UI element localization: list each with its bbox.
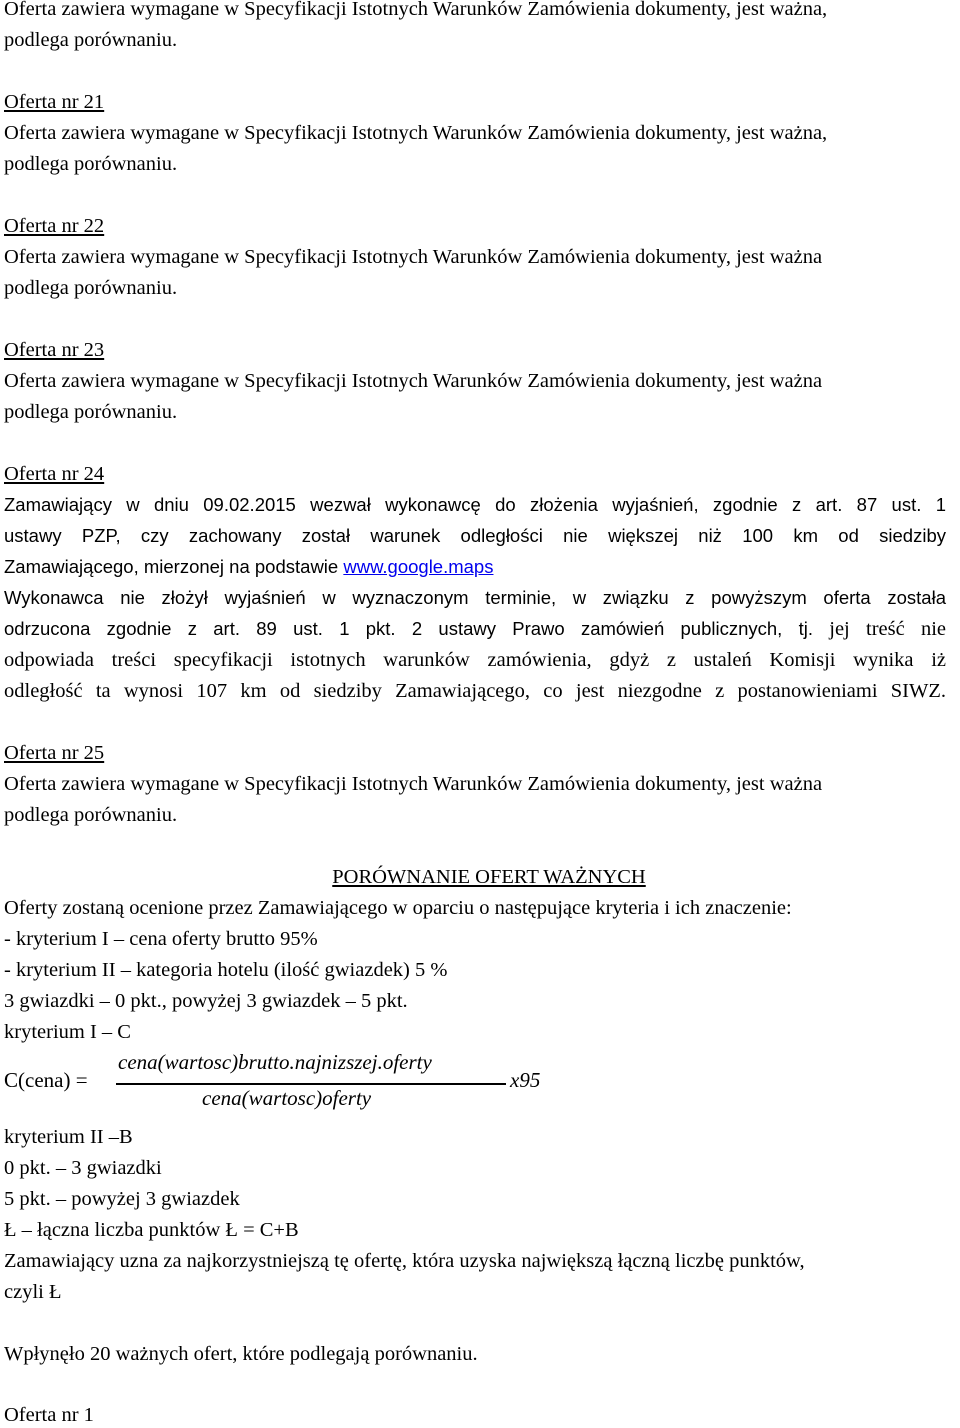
offer-heading: Oferta nr 1: [4, 1404, 94, 1426]
paragraph-line: Oferty zostaną ocenione przez Zamawiającego w oparciu o następujące kryteria i ich znaczenie:: [4, 897, 792, 919]
criteria-line: 5 pkt. – powyżej 3 gwiazdek: [4, 1188, 240, 1210]
paragraph-line: Zamawiający uzna za najkorzystniejszą tę ofertę, która uzyska największą łączną liczbę punktów,: [4, 1250, 805, 1272]
criteria-line: kryterium II –B: [4, 1126, 133, 1148]
criteria-line: Ł – łączna liczba punktów Ł = C+B: [4, 1219, 299, 1241]
google-maps-link[interactable]: www.google.maps: [343, 556, 494, 577]
paragraph-line: [4, 554, 493, 580]
formula-lhs: C(cena) =: [4, 1068, 88, 1092]
formula-multiplier: x95: [510, 1068, 541, 1092]
paragraph-line: Oferta zawiera wymagane w Specyfikacji Istotnych Warunków Zamówienia dokumenty, jest ważna: [4, 370, 823, 392]
criteria-line: - kryterium II – kategoria hotelu (ilość gwiazdek) 5 %: [4, 959, 448, 981]
criteria-line: kryterium I – C: [4, 1021, 131, 1043]
formula-denominator: cena(wartosc)oferty: [202, 1086, 372, 1110]
formula-numerator: cena(wartosc)brutto.najnizszej.oferty: [118, 1050, 432, 1074]
criteria-line: 0 pkt. – 3 gwiazdki: [4, 1157, 162, 1179]
paragraph-line: podlega porównaniu.: [4, 153, 178, 175]
paragraph-text: Zamawiającego, mierzonej na podstawie: [4, 556, 344, 577]
paragraph-line: podlega porównaniu.: [4, 29, 178, 51]
paragraph-line: Oferta zawiera wymagane w Specyfikacji Istotnych Warunków Zamówienia dokumenty, jest ważna,: [4, 122, 828, 144]
fraction-bar: [116, 1083, 506, 1085]
paragraph-line: podlega porównaniu.: [4, 401, 178, 423]
criteria-line: - kryterium I – cena oferty brutto 95%: [4, 928, 318, 950]
paragraph-line: odległość ta wynosi 107 km od siedziby Zamawiającego, co jest niezgodne z postanowieniami SIWZ.: [4, 680, 946, 702]
price-formula: [4, 1048, 604, 1118]
paragraph-line: podlega porównaniu.: [4, 804, 178, 826]
offer-heading: Oferta nr 25: [4, 742, 105, 764]
paragraph-line: odpowiada treści specyfikacji istotnych warunków zamówienia, gdyż z ustaleń Komisji wynika iż: [4, 649, 946, 671]
paragraph-line: [4, 616, 946, 642]
paragraph-line: Wpłynęło 20 ważnych ofert, które podlegają porównaniu.: [4, 1343, 478, 1365]
criteria-line: 3 gwiazdki – 0 pkt., powyżej 3 gwiazdek – 5 pkt.: [4, 990, 408, 1012]
paragraph-line: Oferta zawiera wymagane w Specyfikacji Istotnych Warunków Zamówienia dokumenty, jest ważna,: [4, 0, 828, 20]
paragraph-line: Wykonawca nie złożył wyjaśnień w wyznaczonym terminie, w związku z powyższym oferta została: [4, 587, 946, 608]
offer-heading: Oferta nr 21: [4, 91, 105, 113]
paragraph-text: odrzucona zgodnie z art. 89 ust. 1 pkt. 2 ustawy Prawo zamówień publicznych, tj.: [4, 618, 813, 639]
paragraph-line: Oferta zawiera wymagane w Specyfikacji Istotnych Warunków Zamówienia dokumenty, jest ważna: [4, 773, 823, 795]
paragraph-line: Zamawiający w dniu 09.02.2015 wezwał wykonawcę do złożenia wyjaśnień, zgodnie z art. 87 ust. 1: [4, 494, 946, 515]
offer-heading: Oferta nr 24: [4, 463, 105, 485]
offer-heading: Oferta nr 23: [4, 339, 105, 361]
paragraph-line: ustawy PZP, czy zachowany został warunek odległości nie większej niż 100 km od siedziby: [4, 525, 946, 546]
paragraph-text: jej treść nie: [813, 618, 946, 640]
paragraph-line: podlega porównaniu.: [4, 277, 178, 299]
section-title: PORÓWNANIE OFERT WAŻNYCH: [332, 866, 646, 888]
offer-heading: Oferta nr 22: [4, 215, 105, 237]
paragraph-line: Oferta zawiera wymagane w Specyfikacji Istotnych Warunków Zamówienia dokumenty, jest ważna: [4, 246, 823, 268]
paragraph-line: czyli Ł: [4, 1281, 62, 1303]
